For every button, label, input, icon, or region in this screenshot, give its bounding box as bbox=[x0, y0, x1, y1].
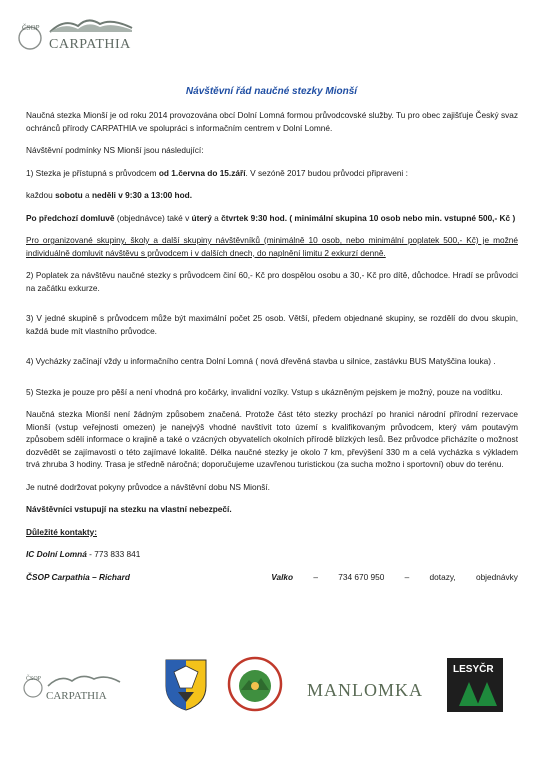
footer-logos bbox=[22, 664, 522, 716]
beskydy-badge-icon bbox=[227, 656, 283, 717]
lesy-cr-text: LESYČR bbox=[453, 664, 494, 675]
weekday-agreement: Po předchozí domluvě bbox=[26, 212, 115, 223]
weekday-mid1: (objednávce) také v bbox=[114, 212, 192, 223]
logo-csop-text: ČSOP bbox=[22, 24, 40, 32]
page-title: Návštěvní řád naučné stezky Mionší bbox=[185, 86, 358, 97]
item-1 bbox=[26, 167, 518, 180]
contact-csop bbox=[26, 571, 518, 584]
risk-paragraph: Návštěvníci vstupují na stezku na vlastní nebezpečí. bbox=[26, 504, 232, 514]
contact-csop-note2: objednávky bbox=[475, 571, 518, 582]
item-1-weekday bbox=[26, 212, 518, 225]
item-1-text: 1) Stezka je přístupná s průvodcem bbox=[26, 167, 159, 178]
logo-carpathia-text: CARPATHIA bbox=[49, 37, 131, 52]
item-1-rest: . V sezóně 2017 budou průvodci připraveni : bbox=[245, 167, 408, 178]
weekend-saturday: sobotu bbox=[55, 190, 83, 200]
conditions-heading: Návštěvní podmínky NS Mionší jsou následující: bbox=[26, 145, 204, 155]
document-body bbox=[26, 109, 518, 593]
weekend-and: a bbox=[82, 190, 92, 200]
dolni-lomna-coat-of-arms-icon bbox=[164, 658, 208, 717]
weekday-mid2: a bbox=[211, 212, 222, 223]
contact-csop-note: dotazy, bbox=[429, 571, 456, 582]
contact-dash-2: – bbox=[404, 571, 410, 582]
item-3: 3) V jedné skupině s průvodcem může být maximální počet 25 osob. Větší, předem objednané skupiny, se rozdělí do dvou skupin, každá bude mít vlastního průvodce. bbox=[26, 313, 518, 336]
footer-csop-logo bbox=[22, 664, 122, 713]
item-1-weekend bbox=[26, 189, 518, 202]
weekday-tuesday: úterý bbox=[191, 212, 212, 223]
description-paragraph: Naučná stezka Mionší není žádným způsobem značená. Protože část této stezky prochází po hranici národní přírodní rezervace Mionší (vstup veřejnosti omezen) je nanejvýš vhodné navštívit toto území s kvalifikovaným průvodcem, který vám poutavým způsobem sdělí informace o krajině a také o vzácných obyvatelích okolních přírodě blízkých lesů. Bez průvodce přicházíte o možnost dozvědět se zajímavosti o této zajímavé lokalitě. Délka naučné stezky je okolo 7 km, převýšení 330 m a celá vycházka s výkladem trvá zhruba 3 hodiny. Trasa je středně náročná; doporučujeme uzavřenou turistickou (za sucha možno i sportovní) obuv do terénu. bbox=[26, 409, 518, 469]
manlomka-text: MANLOMKA bbox=[307, 680, 423, 700]
contact-csop-name: ČSOP Carpathia – Richard bbox=[26, 571, 130, 582]
item-5: 5) Stezka je pouze pro pěší a není vhodná pro kočárky, invalidní vozíky. Vstup s ukázněným pejskem je možný, pouze na vodítku. bbox=[26, 386, 503, 397]
contact-ic-phone: - 773 833 841 bbox=[86, 549, 141, 559]
item-2: 2) Poplatek za návštěvu naučné stezky s průvodcem činí 60,- Kč pro dospělou osobu a 30,- Kč pro dítě, důchodce. Hradí se průvodci na začátku exkurze. bbox=[26, 270, 518, 293]
footer-logo-csop-text: ČSOP bbox=[26, 676, 42, 682]
manlomka-logo bbox=[305, 678, 425, 707]
footer-logo-carpathia-text: CARPATHIA bbox=[46, 690, 107, 702]
contact-csop-phone: 734 670 950 bbox=[338, 571, 385, 582]
item-1-dates: od 1.června do 15.září bbox=[158, 167, 246, 178]
weekday-thursday: čtvrtek 9:30 hod. ( minimální skupina 10 osob nebo min. vstupné 500,- Kč ) bbox=[221, 212, 516, 223]
item-4: 4) Vycházky začínají vždy u informačního centra Dolní Lomná ( nová dřevěná stavba u silnice, zastávku BUS Matyščina louka) . bbox=[26, 356, 496, 366]
weekend-times: neděli v 9:30 a 13:00 hod. bbox=[91, 190, 193, 200]
lesy-cr-logo bbox=[447, 658, 503, 717]
weekend-pre: každou bbox=[26, 190, 56, 200]
csop-carpathia-logo bbox=[16, 12, 136, 54]
contact-ic bbox=[26, 548, 518, 561]
contact-ic-name: IC Dolní Lomná bbox=[26, 549, 87, 559]
contact-dash-1: – bbox=[313, 571, 318, 582]
contact-csop-surname: Valko bbox=[271, 571, 294, 582]
item-1-groups: Pro organizované skupiny, školy a další skupiny návštěvníků (minimálně 10 osob, nebo minimální poplatek 500,- Kč) je možné individuálně domluvit návštěvu s průvodcem i v dalších dnech, do naplnění limitu 2 exkurzí denně. bbox=[26, 235, 518, 258]
intro-paragraph: Naučná stezka Mionší je od roku 2014 provozována obcí Dolní Lomná formou průvodcovské služby. Tu pro obec zajišťuje Český svaz ochránců přírody CARPATHIA ve spolupráci s informačním centrem v Dolní Lomné. bbox=[26, 110, 518, 133]
contacts-heading: Důležité kontakty: bbox=[26, 526, 97, 537]
rule-paragraph: Je nutné dodržovat pokyny průvodce a návštěvní dobu NS Mionší. bbox=[26, 481, 270, 492]
